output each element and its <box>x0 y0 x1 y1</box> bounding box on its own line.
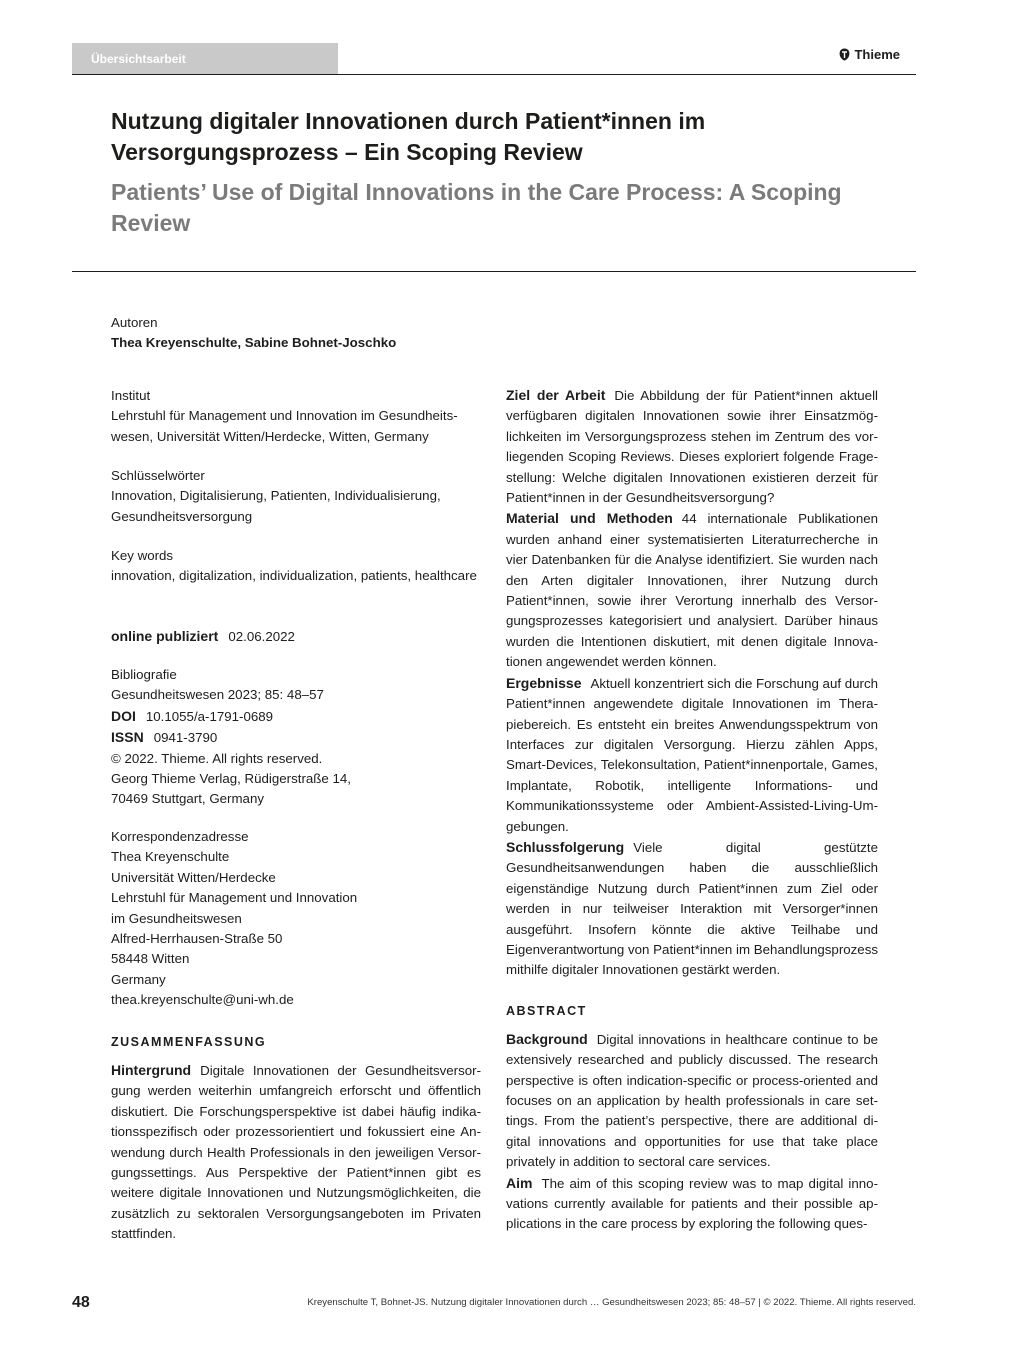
footer-citation: Kreyenschulte T, Bohnet-JS. Nutzung digitaler Innovationen durch … Gesundheitswesen 2023; 85: 48–57 | © 2022. Thieme. All rights reserved. <box>307 1297 916 1308</box>
publisher-logo <box>839 47 900 62</box>
online-label: online publiziert <box>111 628 219 644</box>
keywords-en-block <box>111 546 481 587</box>
article-type-tag: Übersichtsarbeit <box>72 43 338 75</box>
schluss-label: Schlussfolgerung <box>506 838 625 855</box>
correspondence-label: Korrespondenzadresse <box>111 829 249 844</box>
ergebnisse-paragraph <box>506 673 878 837</box>
aim-paragraph <box>506 1173 878 1235</box>
bibliography-block <box>111 665 481 810</box>
methoden-label: Material und Methoden <box>506 510 673 527</box>
correspondence-block <box>111 827 481 1011</box>
title-german: Nutzung digitaler Innovationen durch Patient*innen im Versorgungsprozess – Ein Scoping Review <box>111 108 706 165</box>
schluss-paragraph <box>506 837 878 981</box>
online-date: 02.06.2022 <box>228 629 295 644</box>
title-divider <box>72 271 916 272</box>
page-number: 48 <box>72 1294 90 1311</box>
keywords-de-text: Innovation, Digitalisierung, Patienten, Individualisierung, Gesundheitsversorgung <box>111 488 441 524</box>
correspondence-email: thea.kreyenschulte@uni-wh.de <box>111 992 294 1008</box>
correspondence-line: Thea Kreyenschulte <box>111 849 230 865</box>
header-divider <box>72 74 916 75</box>
ziel-label: Ziel der Arbeit <box>506 387 606 403</box>
keywords-de-label: Schlüsselwörter <box>111 468 205 483</box>
correspondence-line: Universität Witten/Herdecke <box>111 869 276 885</box>
issn-label: ISSN <box>111 729 144 746</box>
keywords-de-block <box>111 466 481 527</box>
methoden-paragraph <box>506 508 878 672</box>
abstract-heading: ABSTRACT <box>506 1003 587 1018</box>
publisher-name: Thieme <box>854 47 900 62</box>
doi-label: DOI <box>111 707 136 724</box>
hintergrund-text: Digitale Innovationen der Gesundheitsversorgung werden weiterhin umfangreich erforscht und öffentlich diskutiert. Die Forschungsperspektive ist dabei häufig indikationsspezifisch oder prozessorientiert und fokussiert eine Anwendung durch Health Professionals in den jeweiligen Versorgungssettings. Aus Perspektive der Patient*innen gibt es weitere digitale Innovationen und Nutzungsmöglichkeiten, die zusätzlich zu sektoralen Versorgungsangeboten im Privaten stattfinden. <box>111 1063 481 1242</box>
copyright: © 2022. Thieme. All rights reserved. <box>111 750 323 766</box>
background-text: Digital innovations in healthcare continue to be extensively researched and publicly discussed. The research perspective is often indication-specific or process-oriented and focuses on an application by health professionals in care settings. From the patient’s perspective, there are additional digital innovations and opportunities for use that take place privately in addition to sectoral care services. <box>506 1031 878 1170</box>
correspondence-line: Germany <box>111 971 166 987</box>
schluss-text: Viele digital gestützte Gesundheitsanwendungen haben die ausschließlich eigenständige Nutzung durch Patient*innen zum Ziel oder werden in nur teilweiser Interaktion mit Versorger*innen ausgeführt. Insofern könnte die aktive Teilhabe und Eigenverantwortung von Patient*innen im Behandlungsprozess mithilfe digitaler Innovationen gestärkt werden. <box>506 839 878 978</box>
publisher-address-2: 70469 Stuttgart, Germany <box>111 791 264 807</box>
authors-names: Thea Kreyenschulte, Sabine Bohnet-Joschko <box>111 335 397 351</box>
keywords-en-label: Key words <box>111 548 174 563</box>
aim-label: Aim <box>506 1174 533 1191</box>
right-column <box>506 385 878 1235</box>
doi-value: 10.1055/a-1791-0689 <box>145 708 274 724</box>
zusammenfassung-section <box>111 1032 481 1245</box>
correspondence-line: 58448 Witten <box>111 951 190 967</box>
keywords-en-text: innovation, digitalization, individualization, patients, healthcare <box>111 568 477 584</box>
ergebnisse-label: Ergebnisse <box>506 674 582 691</box>
aim-text: The aim of this scoping review was to map digital innovations currently available for patients and their possible applications in the care process by exploring the following ques- <box>506 1175 878 1232</box>
institute-block <box>111 386 481 447</box>
issn-value: 0941-3790 <box>153 730 218 746</box>
bibliography-citation: Gesundheitswesen 2023; 85: 48–57 <box>111 687 324 703</box>
publisher-address-1: Georg Thieme Verlag, Rüdigerstraße 14, <box>111 771 351 787</box>
doi-line <box>111 706 481 727</box>
zusammenfassung-heading: ZUSAMMENFASSUNG <box>111 1035 267 1049</box>
methoden-text: 44 internationale Publikationen wurden anhand einer systematisierten Literaturrecherche in vier Datenbanken für die Analyse identifiziert. Sie wurden nach den Arten digitaler Innovationen, ihrer Nutzung durch Patient*innen, sowie ihrer Verortung innerhalb des Versorgungsprozesses kategorisiert und analysiert. Darüber hinaus wurden die Intentionen diskutiert, mit denen digitale Innovationen angewendet werden können. <box>506 511 878 670</box>
ziel-text: Die Abbildung der für Patient*innen aktuell verfügbaren digitalen Innovationen sowie ihrer Einsatzmöglichkeiten im Versorgungsprozess stehen im Zentrum des vorliegenden Scoping Reviews. Dieses exploriert folgende Fragestellung: Welche digitalen Innovationen existieren derzeit für Patient*innen in der Gesundheitsversorgung? <box>506 388 878 506</box>
institute-label: Institut <box>111 388 151 403</box>
background-paragraph <box>506 1029 878 1173</box>
correspondence-line: Lehrstuhl für Management und Innovation <box>111 890 358 906</box>
ergebnisse-text: Aktuell konzentriert sich die Forschung auf durch Patient*innen angewendete digitale Innovationen im Therapiebereich. Es entsteht ein breites Anwendungsspektrum von Interfaces zur digitalen Versorgung. Hierzu zählen Apps, Smart-Devices, Telekonsultation, Patient*innenportale, Games, Implantate, Robotik, intelligente Informations- und Kommunikationssysteme oder Ambient-Assisted-Living-Umgebungen. <box>506 675 878 834</box>
title-english: Patients’ Use of Digital Innovations in the Care Process: A Scoping Review <box>111 179 842 236</box>
background-label: Background <box>506 1030 588 1047</box>
ziel-paragraph <box>506 385 878 508</box>
online-published <box>111 626 481 647</box>
institute-text: Lehrstuhl für Management und Innovation im Gesundheitswesen, Universität Witten/Herdecke, Witten, Germany <box>111 408 458 444</box>
authors-block <box>111 313 611 354</box>
thieme-logo-icon <box>839 48 850 61</box>
hintergrund-label: Hintergrund <box>111 1062 192 1078</box>
hintergrund-paragraph <box>111 1060 481 1245</box>
correspondence-line: im Gesundheitswesen <box>111 910 242 926</box>
authors-label: Autoren <box>111 315 158 330</box>
issn-line <box>111 727 481 748</box>
bibliography-label: Bibliografie <box>111 667 177 682</box>
correspondence-line: Alfred-Herrhausen-Straße 50 <box>111 931 283 947</box>
